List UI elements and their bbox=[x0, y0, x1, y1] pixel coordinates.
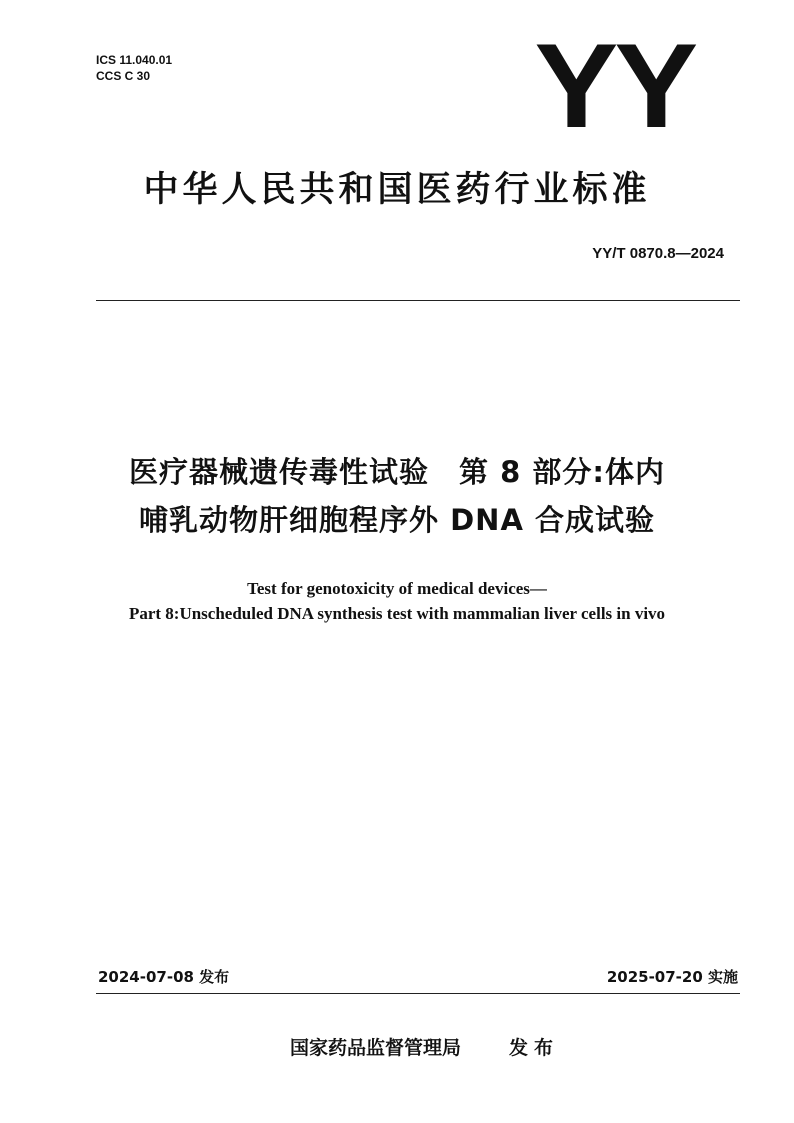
standard-logo: YY bbox=[534, 19, 694, 153]
footer-divider bbox=[96, 993, 740, 994]
classification-codes bbox=[96, 52, 172, 84]
header-divider bbox=[96, 300, 740, 301]
issue-date: 2024-07-08 发布 bbox=[98, 968, 230, 986]
implementation-date: 2025-07-20 实施 bbox=[606, 968, 738, 986]
chinese-title-line-2: 哺乳动物肝细胞程序外 DNA 合成试验 bbox=[139, 503, 655, 537]
chinese-title bbox=[60, 448, 734, 544]
ccs-code: CCS C 30 bbox=[96, 69, 151, 83]
english-title-line-1: Test for genotoxicity of medical devices— bbox=[247, 579, 547, 598]
standard-number: YY/T 0870.8—2024 bbox=[592, 245, 724, 262]
chinese-title-line-1: 医疗器械遗传毒性试验 第 8 部分:体内 bbox=[129, 455, 665, 489]
publish-label: 发布 bbox=[509, 1037, 560, 1059]
publisher-name: 国家药品监督管理局 bbox=[290, 1037, 462, 1059]
english-title bbox=[0, 576, 794, 626]
english-title-line-2: Part 8:Unscheduled DNA synthesis test with mammalian liver cells in vivo bbox=[128, 604, 666, 623]
ics-code: ICS 11.040.01 bbox=[96, 53, 173, 67]
standard-category-title: 中华人民共和国医药行业标准 bbox=[143, 170, 651, 210]
